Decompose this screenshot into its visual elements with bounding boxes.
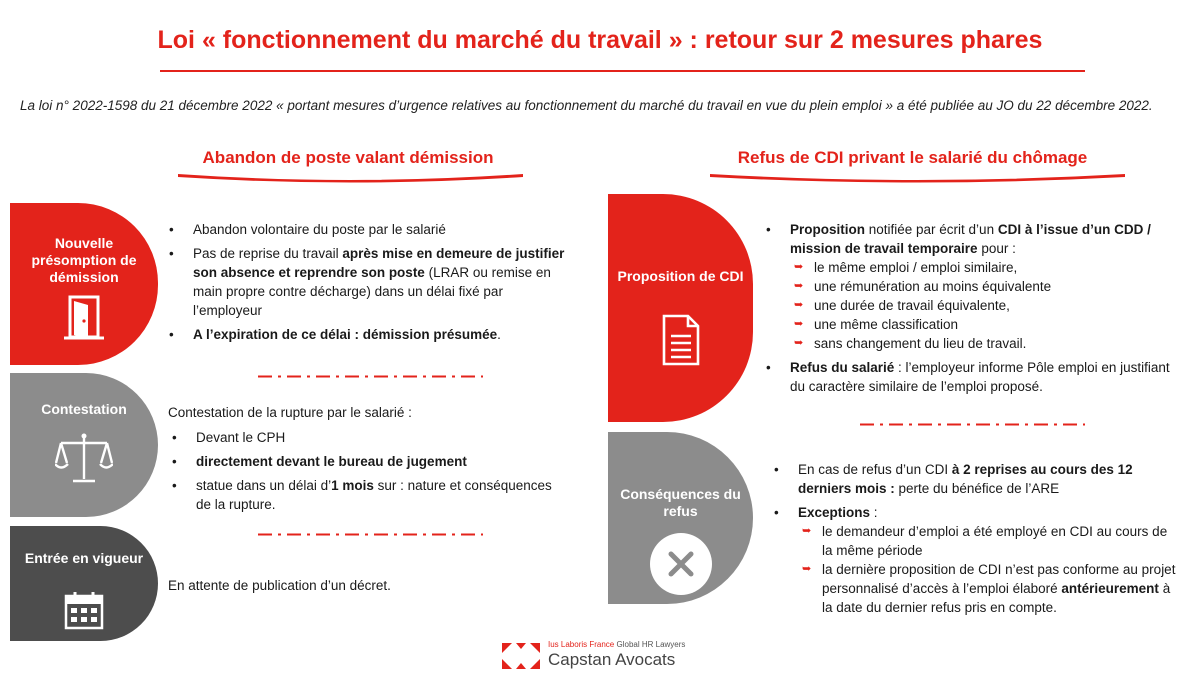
scales-icon — [55, 431, 113, 489]
right-title-swoosh — [710, 172, 1125, 184]
list-item: • Abandon volontaire du poste par le salarié — [165, 220, 565, 239]
tab-presumption — [10, 203, 158, 365]
left-column-title: Abandon de poste valant démission — [202, 148, 494, 167]
tab-entry-label: Entrée en vigueur — [24, 550, 144, 566]
tab-consequences — [608, 432, 753, 604]
sub-item: ➥ une rémunération au moins équivalente — [790, 277, 1172, 296]
contestation-intro: Contestation de la rupture par le salarié : — [168, 405, 412, 420]
list-item: • A l’expiration de ce délai : démission présumée. — [165, 325, 565, 344]
list-item: • statue dans un délai d’1 mois sur : nature et conséquences de la rupture. — [168, 476, 568, 514]
right-column-title: Refus de CDI privant le salarié du chômage — [737, 148, 1088, 167]
contestation-content — [168, 403, 568, 519]
section-divider — [258, 533, 483, 536]
sub-item: ➥ le même emploi / emploi similaire, — [790, 258, 1172, 277]
list-item: • Devant le CPH — [168, 428, 568, 447]
consequences-content — [770, 460, 1180, 622]
section-divider — [860, 423, 1085, 426]
tab-consequences-label: Conséquences du refus — [620, 486, 741, 519]
sub-item: ➥ une durée de travail équivalente, — [790, 296, 1172, 315]
logo-name: Capstan Avocats — [548, 650, 676, 669]
tab-contestation-label: Contestation — [41, 401, 127, 417]
list-item: • directement devant le bureau de jugement — [168, 452, 568, 471]
page-title: Loi « fonctionnement du marché du travail » : retour sur 2 mesures phares — [157, 26, 1043, 54]
capstan-logo — [500, 638, 710, 672]
intro-text: La loi n° 2022-1598 du 21 décembre 2022 « portant mesures d’urgence relatives au fonctionnement du marché du travail en vue du plein emploi » a été publiée au JO du 22 décembre 2022. — [20, 98, 1153, 113]
sub-item: ➥ la dernière proposition de CDI n’est pas conforme au projet personnalisé d’accès à l’emploi élaboré antérieurement à la date du dernier refus pris en compte. — [798, 560, 1180, 617]
logo-tagline: Ius Laboris France Global HR Lawyers — [548, 640, 686, 649]
tab-proposition — [608, 194, 753, 422]
tab-contestation — [10, 373, 158, 517]
door-icon — [64, 295, 104, 345]
sub-item: ➥ sans changement du lieu de travail. — [790, 334, 1172, 353]
proposition-content — [762, 220, 1172, 401]
vigueur-text: En attente de publication d’un décret. — [168, 578, 391, 593]
list-item: • Pas de reprise du travail après mise en demeure de justifier son absence et reprendre son poste (LRAR ou remise en main propre contre décharge) dans un délai fixé par l’employeur — [165, 244, 565, 320]
logo-mark-icon — [500, 641, 542, 671]
section-divider — [258, 375, 483, 378]
list-item: • Exceptions : ➥ le demandeur d’emploi a été employé en CDI au cours de la même période ➥ la dernière proposition de CDI n’est pas conforme au projet personnalisé d’accès à l’emploi élaboré antérieurement à la date du dernier refus pris en compte. — [770, 503, 1180, 617]
tab-proposition-label: Proposition de CDI — [617, 268, 744, 284]
presumption-content — [165, 220, 565, 349]
close-icon — [649, 532, 713, 600]
tab-entry-into-force — [10, 526, 158, 641]
sub-item: ➥ le demandeur d’emploi a été employé en CDI au cours de la même période — [798, 522, 1180, 560]
document-icon — [661, 314, 701, 370]
calendar-icon — [64, 590, 104, 634]
sub-item: ➥ une même classification — [790, 315, 1172, 334]
title-divider — [160, 70, 1085, 72]
tab-presumption-label: Nouvelle présomption de démission — [31, 235, 137, 285]
list-item: • Refus du salarié : l’employeur informe Pôle emploi en justifiant du caractère similaire de l’emploi proposé. — [762, 358, 1172, 396]
list-item: • Proposition notifiée par écrit d’un CDI à l’issue d’un CDD / mission de travail temporaire pour : ➥ le même emploi / emploi similaire, ➥ une rémunération au moins équivalente ➥ une durée de travail équivalente, ➥ une même classification ➥ sans changement du lieu de travail. — [762, 220, 1172, 353]
list-item: • En cas de refus d’un CDI à 2 reprises au cours des 12 derniers mois : perte du bénéfice de l’ARE — [770, 460, 1180, 498]
left-title-swoosh — [178, 172, 523, 184]
